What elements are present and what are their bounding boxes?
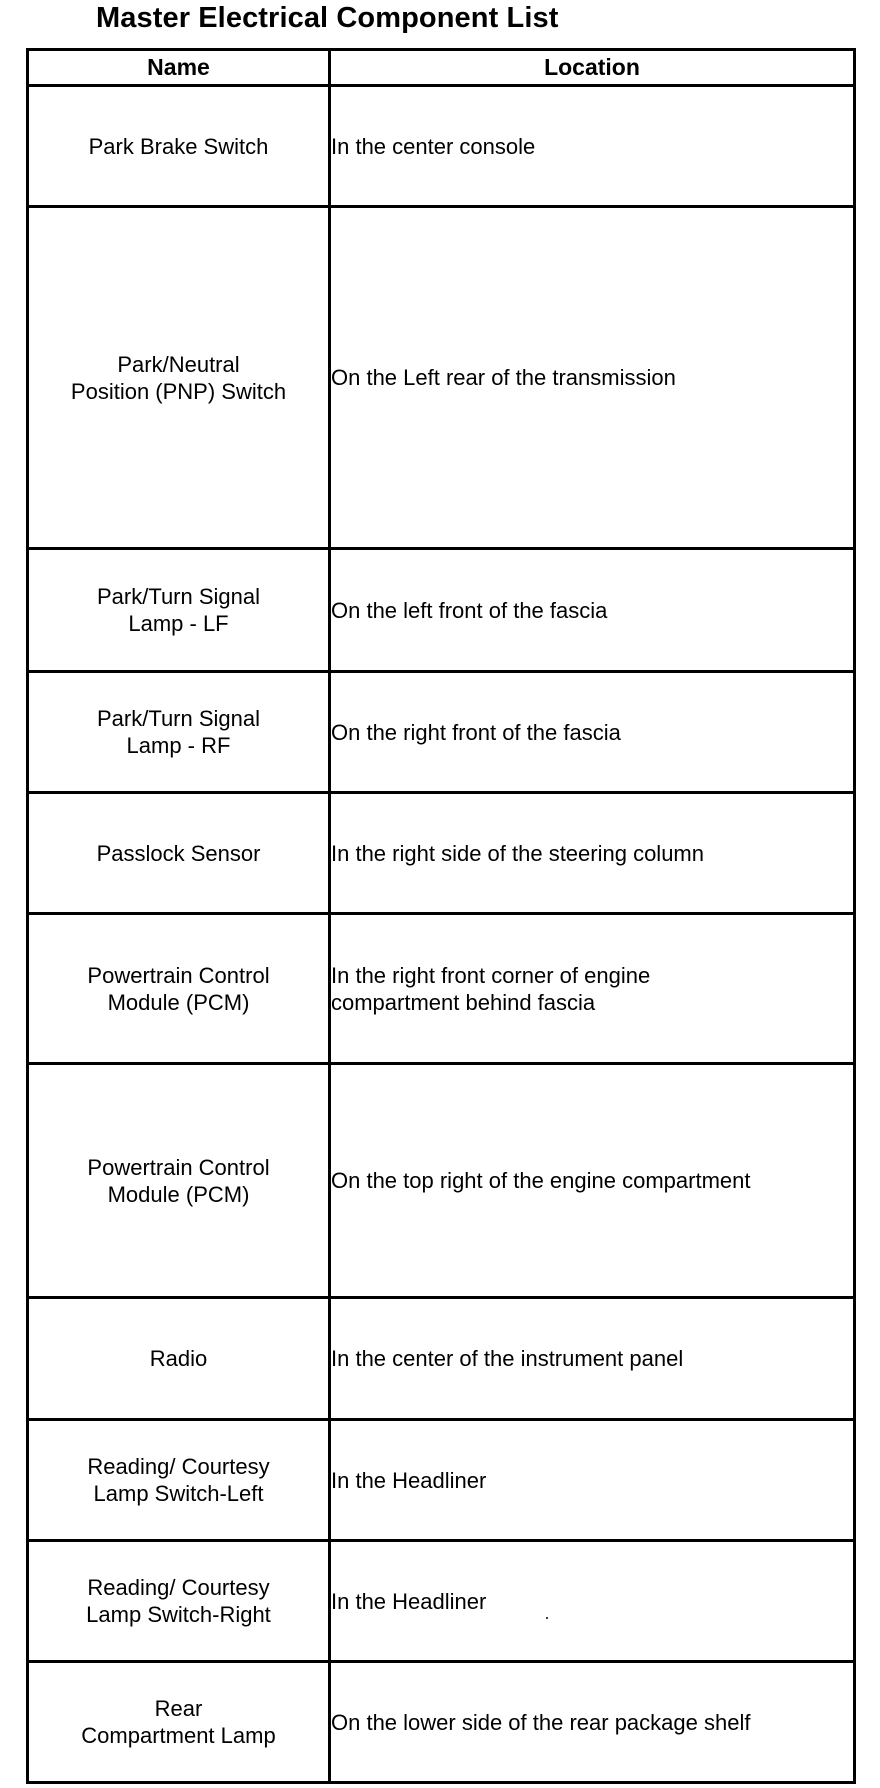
component-location-cell: In the center console [330, 86, 855, 207]
component-name-cell: Reading/ Courtesy Lamp Switch-Right [28, 1541, 330, 1662]
table-row [28, 1662, 855, 1783]
table-row [28, 914, 855, 1064]
table-row [28, 207, 855, 549]
scan-speck [546, 1617, 548, 1619]
component-name-cell: Powertrain Control Module (PCM) [28, 1064, 330, 1298]
table-row [28, 1064, 855, 1298]
component-name-cell: Passlock Sensor [28, 793, 330, 914]
component-name-cell: Park/Turn Signal Lamp - RF [28, 672, 330, 793]
component-name-cell: Park/Turn Signal Lamp - LF [28, 549, 330, 672]
table-row [28, 672, 855, 793]
component-location-cell: In the center of the instrument panel [330, 1298, 855, 1420]
component-name-cell: Reading/ Courtesy Lamp Switch-Left [28, 1420, 330, 1541]
component-location-cell: In the right front corner of engine compartment behind fascia [330, 914, 855, 1064]
component-table [26, 48, 856, 1784]
component-location-cell: On the top right of the engine compartment [330, 1064, 855, 1298]
component-location-cell: In the Headliner [330, 1541, 855, 1662]
table-row [28, 1298, 855, 1420]
component-name-cell: Rear Compartment Lamp [28, 1662, 330, 1783]
component-location-cell: In the Headliner [330, 1420, 855, 1541]
table-row [28, 86, 855, 207]
table-row [28, 793, 855, 914]
column-header-location: Location [330, 50, 855, 86]
component-location-cell: In the right side of the steering column [330, 793, 855, 914]
component-location-cell: On the lower side of the rear package shelf [330, 1662, 855, 1783]
table-row [28, 1541, 855, 1662]
component-name-cell: Powertrain Control Module (PCM) [28, 914, 330, 1064]
table-header-row [28, 50, 855, 86]
component-location-cell: On the left front of the fascia [330, 549, 855, 672]
table-row [28, 1420, 855, 1541]
component-name-cell: Park Brake Switch [28, 86, 330, 207]
component-location-cell: On the Left rear of the transmission [330, 207, 855, 549]
table-row [28, 549, 855, 672]
column-header-name: Name [28, 50, 330, 86]
component-location-cell: On the right front of the fascia [330, 672, 855, 793]
component-name-cell: Park/Neutral Position (PNP) Switch [28, 207, 330, 549]
document-title: Master Electrical Component List [96, 2, 559, 34]
component-name-cell: Radio [28, 1298, 330, 1420]
